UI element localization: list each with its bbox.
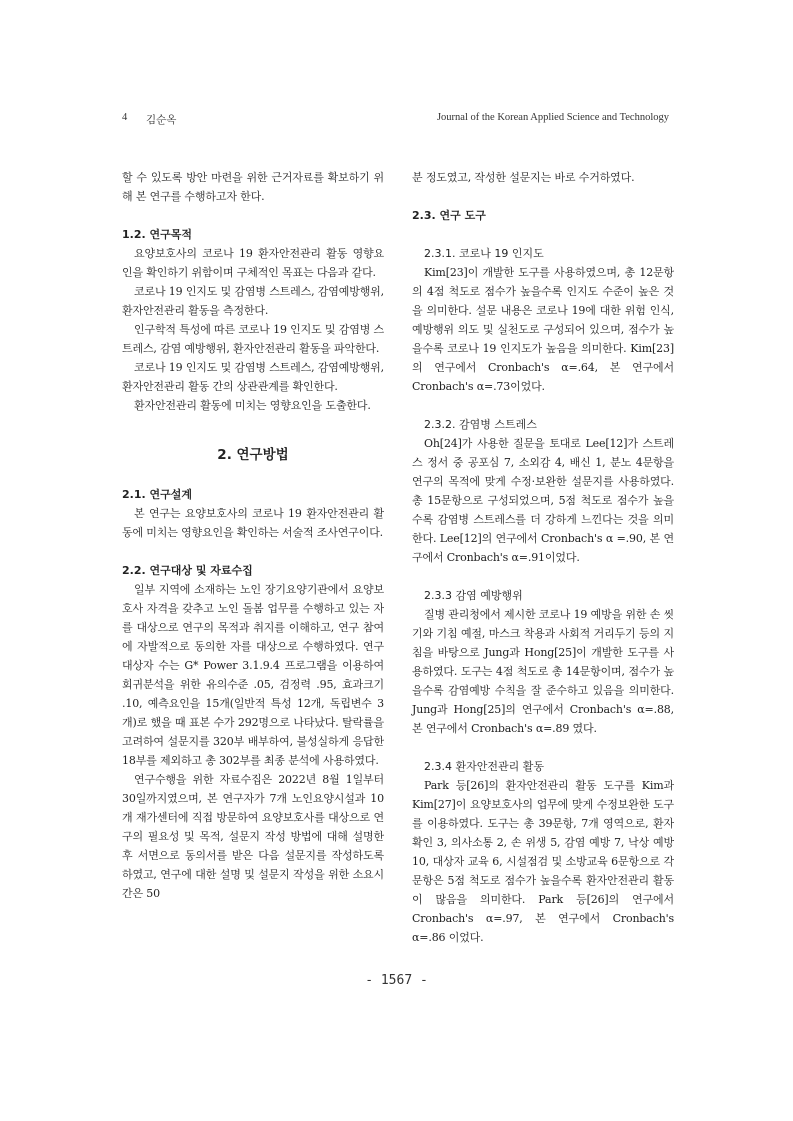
- paragraph: 코로나 19 인지도 및 감염병 스트레스, 감염예방행위, 환자안전관리 활동을 측정한다.: [122, 285, 384, 317]
- paragraph: 요양보호사의 코로나 19 환자안전관리 활동 영향요인을 확인하기 위함이며 구체적인 목표는 다음과 같다.: [122, 247, 384, 279]
- paragraph: 환자안전관리 활동에 미치는 영향요인을 도출한다.: [134, 399, 371, 412]
- page-number: 4: [122, 112, 128, 123]
- section-2-3-2-heading: 2.3.2. 감염병 스트레스: [424, 418, 537, 431]
- paragraph-continuation: 분 정도였고, 작성한 설문지는 바로 수거하였다.: [412, 171, 635, 184]
- section-2-3-heading: 2.3. 연구 도구: [412, 209, 486, 222]
- paragraph: 본 연구는 요양보호사의 코로나 19 환자안전관리 활동에 미치는 영향요인을 확인하는 서술적 조사연구이다.: [122, 507, 384, 539]
- paragraph: 연구수행을 위한 자료수집은 2022년 8월 1일부터 30일까지였으며, 본 연구자가 7개 노인요양시설과 10개 재가센터에 직접 방문하여 요양보호사를 대상으로 연구의 필요성 및 목적, 설문지 작성 방법에 대해 설명한 후 서면으로 동의서를 받은 다음 설문지를 작성하도록 하였고, 연구에 대한 설명 및 설문지 작성을 위한 소요시간은 50: [122, 773, 384, 900]
- section-1-2-heading: 1.2. 연구목적: [122, 228, 192, 241]
- intro-continuation: 할 수 있도록 방안 마련을 위한 근거자료를 확보하기 위해 본 연구를 수행하고자 한다.: [122, 171, 384, 203]
- section-2-3-1-heading: 2.3.1. 코로나 19 인지도: [424, 247, 544, 260]
- section-2-3-3-heading: 2.3.3 감염 예방행위: [424, 589, 523, 602]
- paragraph: Oh[24]가 사용한 질문을 토대로 Lee[12]가 스트레스 정서 중 공포심 7, 소외감 4, 배신 1, 분노 4문항을 연구의 목적에 맞게 수정·보완한 설문지를 사용하였다. 총 15문항으로 구성되었으며, 5점 척도로 점수가 높을수록 감염병 스트레스를 더 강하게 느낀다는 것을 의미한다. Lee[12]의 연구에서 Cronbach's α =.90, 본 연구에서 Cronbach's α=.91이었다.: [412, 437, 674, 564]
- paragraph: 질병 관리청에서 제시한 코로나 19 예방을 위한 손 씻기와 기침 예절, 마스크 착용과 사회적 거리두기 등의 지침을 바탕으로 Jung과 Hong[25]이 개발한 도구를 사용하였다. 도구는 4점 척도로 총 14문항이며, 점수가 높을수록 감염예방 수칙을 잘 준수하고 있음을 의미한다. Jung과 Hong[25]의 연구에서 Cronbach's α=.88, 본 연구에서 Cronbach's α=.89 였다.: [412, 608, 674, 735]
- paragraph: 인구학적 특성에 따른 코로나 19 인지도 및 감염병 스트레스, 감염 예방행위, 환자안전관리 활동을 파악한다.: [122, 323, 384, 355]
- paragraph: Kim[23]이 개발한 도구를 사용하였으며, 총 12문항의 4점 척도로 점수가 높을수록 인지도 수준이 높은 것을 의미한다. 설문 내용은 코로나 19에 대한 위험 인식, 예방행위 의도 및 실천도로 구성되어 있으며, 점수가 높을수록 코로나 19 인지도가 높음을 의미한다. Kim[23]의 연구에서 Cronbach's α=.64, 본 연구에서 Cronbach's α=.73이었다.: [412, 266, 674, 393]
- paragraph: 일부 지역에 소재하는 노인 장기요양기관에서 요양보호사 자격을 갖추고 노인 돌봄 업무를 수행하고 있는 자를 대상으로 연구의 목적과 취지를 이해하고, 연구 참여에 자발적으로 동의한 자를 대상으로 수행하였다. 연구대상자 수는 G* Power 3.1.9.4 프로그램을 이용하여 회귀분석을 위한 유의수준 .05, 검정력 .95, 효과크기 .10, 예측요인을 15개(일반적 특성 12개, 독립변수 3개)로 했을 때 표본 수가 292명으로 나타났다. 탈락률을 고려하여 설문지를 320부 배부하여, 불성실하게 응답한 18부를 제외하고 총 302부를 최종 분석에 사용하였다.: [122, 583, 384, 767]
- paragraph: Park 등[26]의 환자안전관리 활동 도구를 Kim과 Kim[27]이 요양보호사의 업무에 맞게 수정보완한 도구를 이용하였다. 도구는 총 39문항, 7개 영역으로, 환자확인 3, 의사소통 2, 손 위생 5, 감염 예방 7, 낙상 예방 10, 대상자 교육 6, 시설점검 및 소방교육 6문항으로 각 문항은 5점 척도로 점수가 높을수록 환자안전관리 활동이 많음을 의미한다. Park 등[26]의 연구에서 Cronbach's α=.97, 본 연구에서 Cronbach's α=.86 이었다.: [412, 779, 674, 944]
- journal-title: Journal of the Korean Applied Science and Technology: [436, 112, 669, 123]
- section-2-1-heading: 2.1. 연구설계: [122, 488, 192, 501]
- page-footer: - 1567 -: [365, 973, 428, 988]
- paragraph: 코로나 19 인지도 및 감염병 스트레스, 감염예방행위, 환자안전관리 활동 간의 상관관계를 확인한다.: [122, 361, 384, 393]
- running-author: 김순옥: [146, 115, 177, 126]
- section-2-heading: 2. 연구방법: [217, 447, 289, 463]
- right-column: [412, 168, 674, 947]
- section-2-3-4-heading: 2.3.4 환자안전관리 활동: [424, 760, 544, 773]
- left-column: [122, 168, 384, 903]
- section-2-2-heading: 2.2. 연구대상 및 자료수집: [122, 564, 253, 577]
